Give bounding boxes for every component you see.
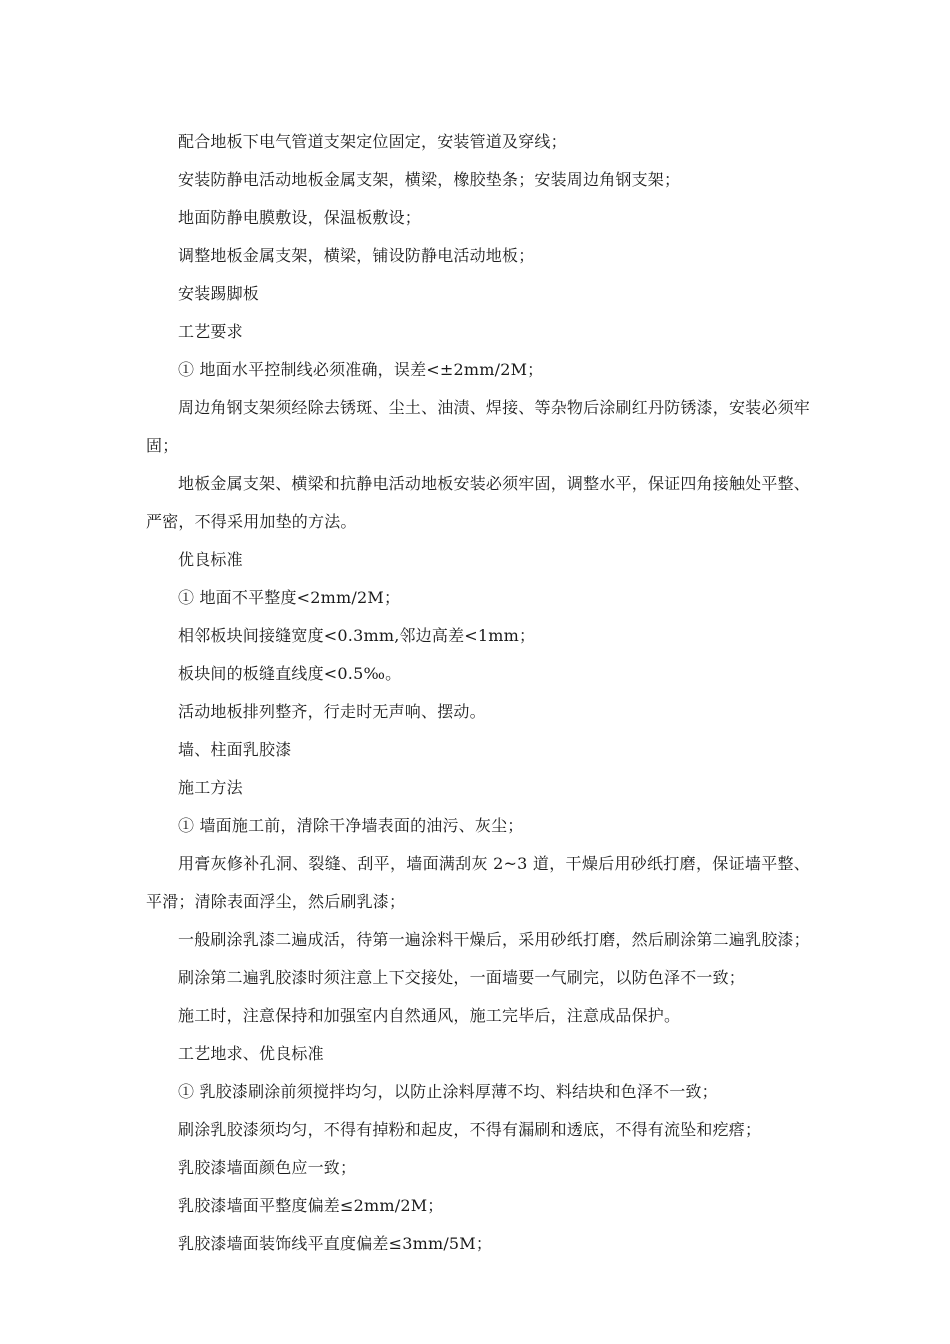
paragraph: 周边角钢支架须经除去锈斑、尘土、油渍、焊接、等杂物后涂刷红丹防锈漆，安装必须牢固； bbox=[146, 398, 810, 455]
paragraph: 一般刷涂乳漆二遍成活，待第一遍涂料干燥后，采用砂纸打磨，然后刷涂第二遍乳胶漆； bbox=[178, 930, 810, 949]
section-heading: 墙、柱面乳胶漆 bbox=[178, 740, 292, 759]
section-heading: 安装踢脚板 bbox=[178, 284, 260, 303]
paragraph: 刷涂第二遍乳胶漆时须注意上下交接处，一面墙要一气刷完，以防色泽不一致； bbox=[178, 968, 746, 987]
paragraph: ① 地面不平整度<2mm/2M； bbox=[178, 588, 401, 607]
paragraph: ① 地面水平控制线必须准确，误差<±2mm/2M； bbox=[178, 360, 544, 379]
section-heading: 优良标准 bbox=[178, 550, 243, 569]
paragraph: 板块间的板缝直线度<0.5‰。 bbox=[178, 664, 402, 683]
paragraph: 地面防静电膜敷设，保温板敷设； bbox=[178, 208, 422, 227]
paragraph: 乳胶漆墙面颜色应一致； bbox=[178, 1158, 357, 1177]
section-heading: 工艺地求、优良标准 bbox=[178, 1044, 324, 1063]
paragraph: 调整地板金属支架，横梁，铺设防静电活动地板； bbox=[178, 246, 535, 265]
paragraph: 乳胶漆墙面装饰线平直度偏差≤3mm/5M； bbox=[178, 1234, 493, 1253]
paragraph: ① 墙面施工前，清除干净墙表面的油污、灰尘； bbox=[178, 816, 524, 835]
paragraph: 相邻板块间接缝宽度<0.3mm,邻边高差<1mm； bbox=[178, 626, 536, 645]
paragraph: 安装防静电活动地板金属支架，横梁，橡胶垫条；安装周边角钢支架； bbox=[178, 170, 681, 189]
paragraph: ① 乳胶漆刷涂前须搅拌均匀，以防止涂料厚薄不均、料结块和色泽不一致； bbox=[178, 1082, 718, 1101]
paragraph: 地板金属支架、横梁和抗静电活动地板安装必须牢固，调整水平，保证四角接触处平整、严密，不得采用加垫的方法。 bbox=[146, 474, 810, 531]
section-heading: 施工方法 bbox=[178, 778, 243, 797]
paragraph: 刷涂乳胶漆须均匀，不得有掉粉和起皮，不得有漏刷和透底，不得有流坠和疙瘩； bbox=[178, 1120, 762, 1139]
paragraph: 乳胶漆墙面平整度偏差≤2mm/2M； bbox=[178, 1196, 444, 1215]
section-heading: 工艺要求 bbox=[178, 322, 243, 341]
paragraph: 活动地板排列整齐，行走时无声响、摆动。 bbox=[178, 702, 486, 721]
paragraph: 配合地板下电气管道支架定位固定，安装管道及穿线； bbox=[178, 132, 567, 151]
document-body bbox=[146, 123, 810, 1263]
paragraph: 用膏灰修补孔洞、裂缝、刮平，墙面满刮灰 2~3 道，干燥后用砂纸打磨，保证墙平整、平滑；清除表面浮尘，然后刷乳漆； bbox=[146, 854, 810, 911]
paragraph: 施工时，注意保持和加强室内自然通风，施工完毕后，注意成品保护。 bbox=[178, 1006, 681, 1025]
